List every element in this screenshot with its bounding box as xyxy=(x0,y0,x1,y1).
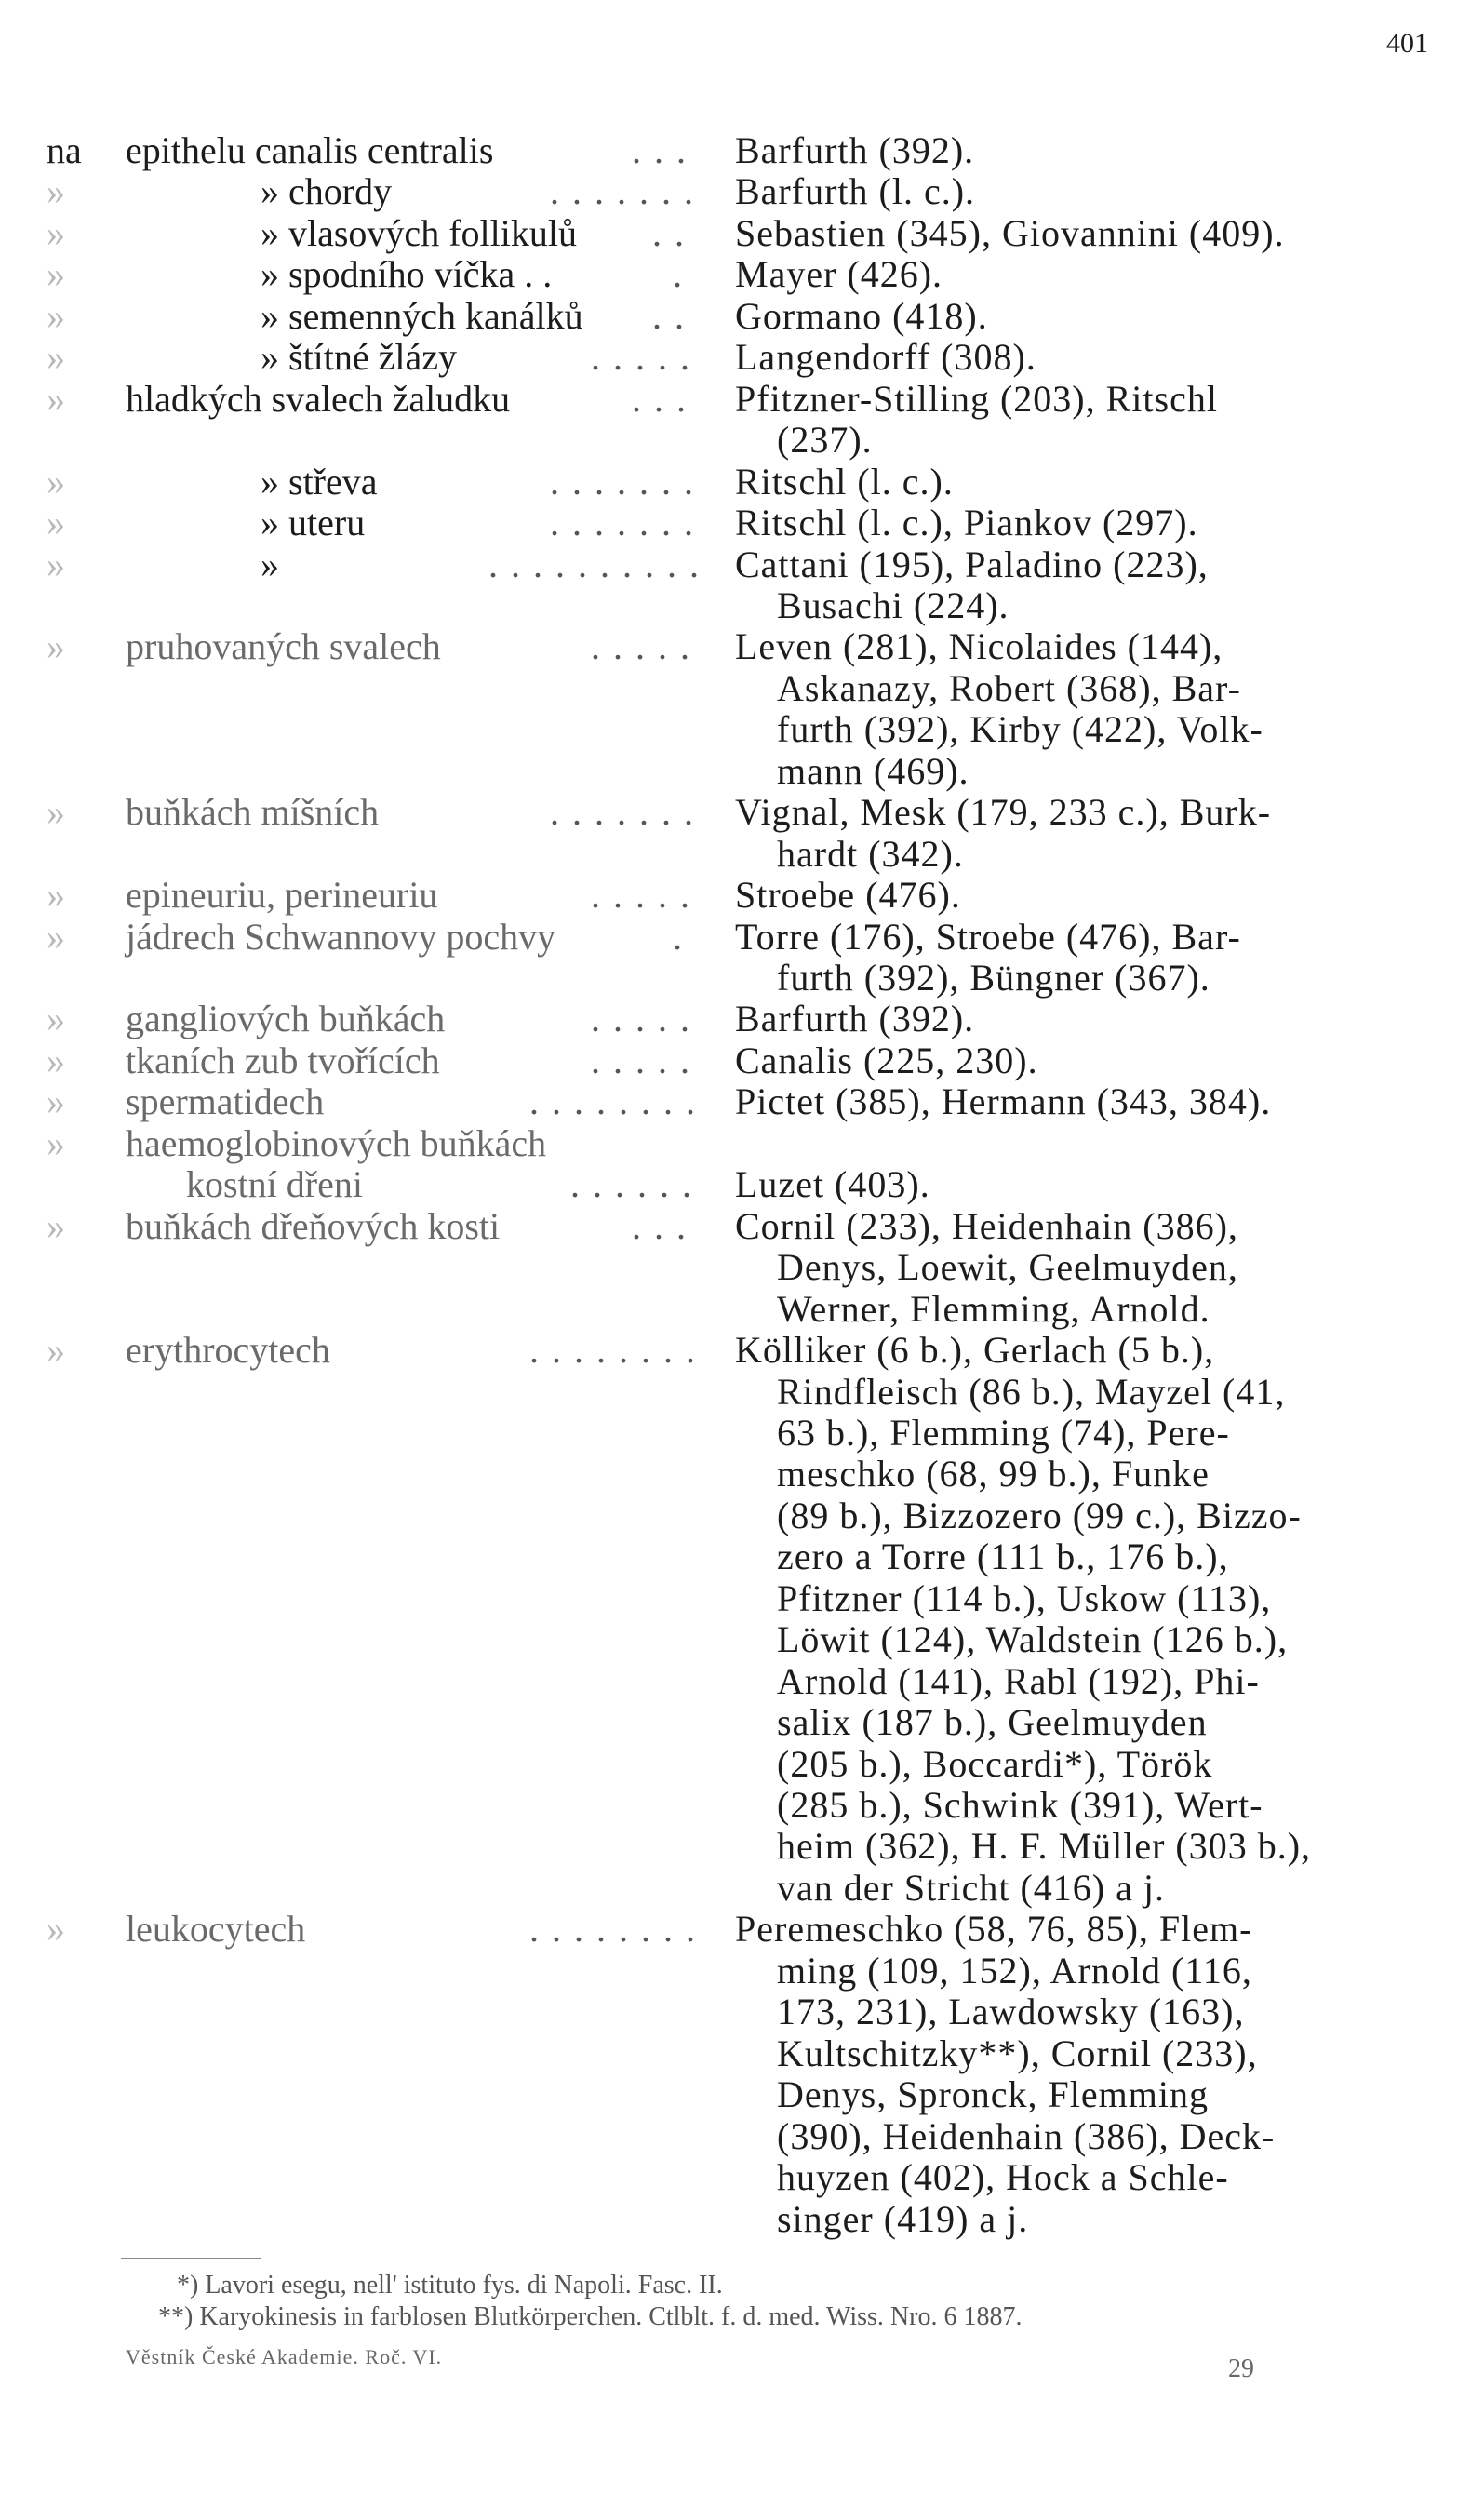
index-row xyxy=(0,1123,1484,1164)
row-references: Pfitzner-Stilling (203), Ritschl xyxy=(735,377,1218,420)
row-references: furth (392), Büngner (367). xyxy=(777,957,1210,999)
index-row xyxy=(0,709,1484,750)
row-leader-dots: . . . . . xyxy=(591,874,691,917)
row-subject: » chordy xyxy=(261,170,393,213)
row-leader-dots: . . . xyxy=(632,377,688,420)
index-row xyxy=(0,834,1484,875)
row-references: Barfurth (l. c.). xyxy=(735,170,976,213)
row-references: heim (362), H. F. Müller (303 b.), xyxy=(777,1825,1312,1868)
row-subject: epineuriu, perineuriu xyxy=(126,874,438,917)
row-leader-dots: . . . . . xyxy=(591,336,691,379)
row-references: Leven (281), Nicolaides (144), xyxy=(735,625,1223,668)
row-prefix: » xyxy=(47,998,65,1040)
row-leader-dots: . . . . . . . xyxy=(550,170,695,213)
row-references: Cornil (233), Heidenhain (386), xyxy=(735,1204,1238,1247)
row-references: (205 b.), Boccardi*), Török xyxy=(777,1742,1213,1785)
index-row xyxy=(0,1454,1484,1495)
row-references: Luzet (403). xyxy=(735,1163,930,1206)
index-row xyxy=(0,544,1484,585)
row-leader-dots: . . . xyxy=(632,1204,688,1247)
row-references: ming (109, 152), Arnold (116, xyxy=(777,1949,1252,1992)
row-subject: pruhovaných svalech xyxy=(126,625,441,668)
row-references: Busachi (224). xyxy=(777,583,1009,626)
row-prefix: » xyxy=(47,1080,65,1123)
row-leader-dots: . xyxy=(673,915,684,958)
index-row xyxy=(0,2116,1484,2157)
row-subject: leukocytech xyxy=(126,1908,306,1951)
index-row xyxy=(0,1785,1484,1826)
row-subject: » uteru xyxy=(261,502,366,544)
row-leader-dots: . . . . . . xyxy=(570,1163,693,1206)
row-references: Arnold (141), Rabl (192), Phi- xyxy=(777,1659,1260,1702)
index-row xyxy=(0,2199,1484,2240)
row-prefix: » xyxy=(47,625,65,668)
row-leader-dots: . . . . . . . xyxy=(550,502,695,544)
row-references: Ritschl (l. c.). xyxy=(735,460,954,503)
row-prefix: » xyxy=(47,543,65,585)
row-prefix: » xyxy=(47,211,65,254)
row-references: Torre (176), Stroebe (476), Bar- xyxy=(735,915,1241,958)
index-row xyxy=(0,171,1484,212)
row-references: Pictet (385), Hermann (343, 384). xyxy=(735,1080,1272,1123)
row-references: 173, 231), Lawdowsky (163), xyxy=(777,1991,1245,2033)
row-subject: » semenných kanálků xyxy=(261,294,583,337)
row-leader-dots: . . . . . xyxy=(591,998,691,1040)
index-row xyxy=(0,875,1484,916)
row-prefix: » xyxy=(47,791,65,834)
row-references: Kultschitzky**), Cornil (233), xyxy=(777,2032,1258,2074)
row-prefix: » xyxy=(47,294,65,337)
footnote-1: *) Lavori esegu, nell' istituto fys. di Napoli. Fasc. II. xyxy=(177,2271,723,2300)
row-references: Gormano (418). xyxy=(735,294,988,337)
row-references: (89 b.), Bizzozero (99 c.), Bizzo- xyxy=(777,1494,1302,1536)
index-row xyxy=(0,1206,1484,1247)
row-subject: buňkách míšních xyxy=(126,791,380,834)
row-references: Werner, Flemming, Arnold. xyxy=(777,1287,1210,1330)
index-row xyxy=(0,1247,1484,1288)
row-subject: tkaních zub tvořících xyxy=(126,1039,440,1081)
row-leader-dots: . . . . . . . . xyxy=(529,1329,697,1372)
footnote-2: **) Karyokinesis in farblosen Blutkörperchen. Ctlblt. f. d. med. Wiss. Nro. 6 1887. xyxy=(158,2302,1023,2331)
index-row xyxy=(0,2074,1484,2115)
row-leader-dots: . . . . . . . xyxy=(550,791,695,834)
row-prefix: » xyxy=(47,170,65,213)
row-references: Denys, Loewit, Geelmuyden, xyxy=(777,1246,1238,1289)
row-references: Canalis (225, 230). xyxy=(735,1039,1038,1081)
row-subject: epithelu canalis centralis xyxy=(126,129,494,171)
row-subject: erythrocytech xyxy=(126,1329,330,1372)
row-references: Pfitzner (114 b.), Uskow (113), xyxy=(777,1576,1272,1619)
row-references: Peremeschko (58, 76, 85), Flem- xyxy=(735,1908,1253,1951)
index-row xyxy=(0,792,1484,833)
index-row xyxy=(0,1661,1484,1702)
row-prefix: » xyxy=(47,460,65,503)
row-references: Cattani (195), Paladino (223), xyxy=(735,543,1209,585)
index-row xyxy=(0,1868,1484,1909)
index-row xyxy=(0,1495,1484,1536)
footnote-divider xyxy=(121,2258,261,2259)
row-references: Vignal, Mesk (179, 233 c.), Burk- xyxy=(735,791,1272,834)
index-row xyxy=(0,1702,1484,1743)
index-row xyxy=(0,1826,1484,1867)
row-leader-dots: . . . . . . . . xyxy=(529,1908,697,1951)
row-references: Mayer (426). xyxy=(735,253,943,296)
row-references: Sebastien (345), Giovannini (409). xyxy=(735,211,1285,254)
row-references: van der Stricht (416) a j. xyxy=(777,1866,1165,1909)
row-leader-dots: . . . . . xyxy=(591,625,691,668)
index-row xyxy=(0,420,1484,461)
index-row xyxy=(0,379,1484,420)
row-references: Ritschl (l. c.), Piankov (297). xyxy=(735,502,1198,544)
row-references: (390), Heidenhain (386), Deck- xyxy=(777,2114,1276,2157)
row-subject: spermatidech xyxy=(126,1080,325,1123)
row-subject: buňkách dřeňových kosti xyxy=(126,1204,501,1247)
index-row xyxy=(0,254,1484,295)
row-references: Rindfleisch (86 b.), Mayzel (41, xyxy=(777,1370,1286,1413)
index-row xyxy=(0,1578,1484,1619)
index-row xyxy=(0,1164,1484,1205)
index-row xyxy=(0,958,1484,999)
row-prefix: na xyxy=(47,129,82,171)
row-references: mann (469). xyxy=(777,749,969,792)
row-leader-dots: . . xyxy=(652,294,686,337)
index-row xyxy=(0,626,1484,667)
row-prefix: » xyxy=(47,253,65,296)
row-references: (237). xyxy=(777,419,873,462)
index-row xyxy=(0,1372,1484,1413)
index-row xyxy=(0,130,1484,171)
index-row xyxy=(0,1951,1484,1992)
index-row xyxy=(0,1619,1484,1660)
row-prefix: » xyxy=(47,1039,65,1081)
row-references: hardt (342). xyxy=(777,832,964,875)
index-row xyxy=(0,462,1484,503)
index-row xyxy=(0,1330,1484,1371)
row-references: Barfurth (392). xyxy=(735,998,975,1040)
row-references: Askanazy, Robert (368), Bar- xyxy=(777,666,1241,709)
row-subject: » střeva xyxy=(261,460,378,503)
index-row xyxy=(0,1744,1484,1785)
index-row xyxy=(0,503,1484,543)
row-prefix: » xyxy=(47,1908,65,1951)
row-prefix: » xyxy=(47,915,65,958)
row-prefix: » xyxy=(47,1329,65,1372)
row-prefix: » xyxy=(47,874,65,917)
row-subject: » xyxy=(261,543,279,585)
row-leader-dots: . xyxy=(673,253,684,296)
index-row xyxy=(0,1909,1484,1950)
row-subject: gangliových buňkách xyxy=(126,998,446,1040)
row-subject: haemoglobinových buňkách xyxy=(126,1121,547,1164)
row-prefix: » xyxy=(47,502,65,544)
index-row xyxy=(0,1040,1484,1081)
row-subject: » vlasových follikulů xyxy=(261,211,577,254)
index-row xyxy=(0,999,1484,1039)
row-references: (285 b.), Schwink (391), Wert- xyxy=(777,1784,1263,1826)
index-row xyxy=(0,1413,1484,1454)
row-subject: » štítné žlázy xyxy=(261,336,458,379)
row-references: Langendorff (308). xyxy=(735,336,1036,379)
row-prefix: » xyxy=(47,1121,65,1164)
row-references: furth (392), Kirby (422), Volk- xyxy=(777,708,1263,751)
page-number: 401 xyxy=(1386,28,1428,59)
row-references: singer (419) a j. xyxy=(777,2197,1029,2240)
row-references: huyzen (402), Hock a Schle- xyxy=(777,2156,1229,2199)
index-row xyxy=(0,668,1484,709)
index-row xyxy=(0,751,1484,792)
row-references: meschko (68, 99 b.), Funke xyxy=(777,1453,1210,1495)
row-references: Barfurth (392). xyxy=(735,129,975,171)
index-row xyxy=(0,296,1484,337)
row-leader-dots: . . xyxy=(652,211,686,254)
row-subject: hladkých svalech žaludku xyxy=(126,377,511,420)
row-references: Löwit (124), Waldstein (126 b.), xyxy=(777,1618,1289,1661)
row-prefix: » xyxy=(47,336,65,379)
index-row xyxy=(0,2157,1484,2198)
row-references: zero a Torre (111 b., 176 b.), xyxy=(777,1536,1229,1578)
index-row xyxy=(0,1992,1484,2032)
index-row xyxy=(0,1081,1484,1122)
index-row xyxy=(0,1536,1484,1577)
row-subject: kostní dřeni xyxy=(186,1163,363,1206)
row-references: Stroebe (476). xyxy=(735,874,961,917)
signature-mark: 29 xyxy=(1228,2354,1254,2383)
row-subject: jádrech Schwannovy pochvy xyxy=(126,915,556,958)
index-row xyxy=(0,585,1484,626)
row-leader-dots: . . . . . . . xyxy=(550,460,695,503)
index-row xyxy=(0,213,1484,254)
index-row xyxy=(0,917,1484,958)
row-references: Denys, Spronck, Flemming xyxy=(777,2073,1209,2116)
row-leader-dots: . . . . . . . . xyxy=(529,1080,697,1123)
row-subject: » spodního víčka . . xyxy=(261,253,553,296)
journal-footer: Věstník České Akademie. Roč. VI. xyxy=(126,2345,443,2368)
index-row xyxy=(0,2033,1484,2074)
row-leader-dots: . . . . . . . . . . xyxy=(488,543,701,585)
row-prefix: » xyxy=(47,1204,65,1247)
row-references: 63 b.), Flemming (74), Pere- xyxy=(777,1411,1230,1454)
row-references: Kölliker (6 b.), Gerlach (5 b.), xyxy=(735,1329,1215,1372)
index-row xyxy=(0,337,1484,378)
index-row xyxy=(0,1289,1484,1330)
row-leader-dots: . . . xyxy=(632,129,688,171)
row-leader-dots: . . . . . xyxy=(591,1039,691,1081)
row-prefix: » xyxy=(47,377,65,420)
row-references: salix (187 b.), Geelmuyden xyxy=(777,1701,1208,1744)
